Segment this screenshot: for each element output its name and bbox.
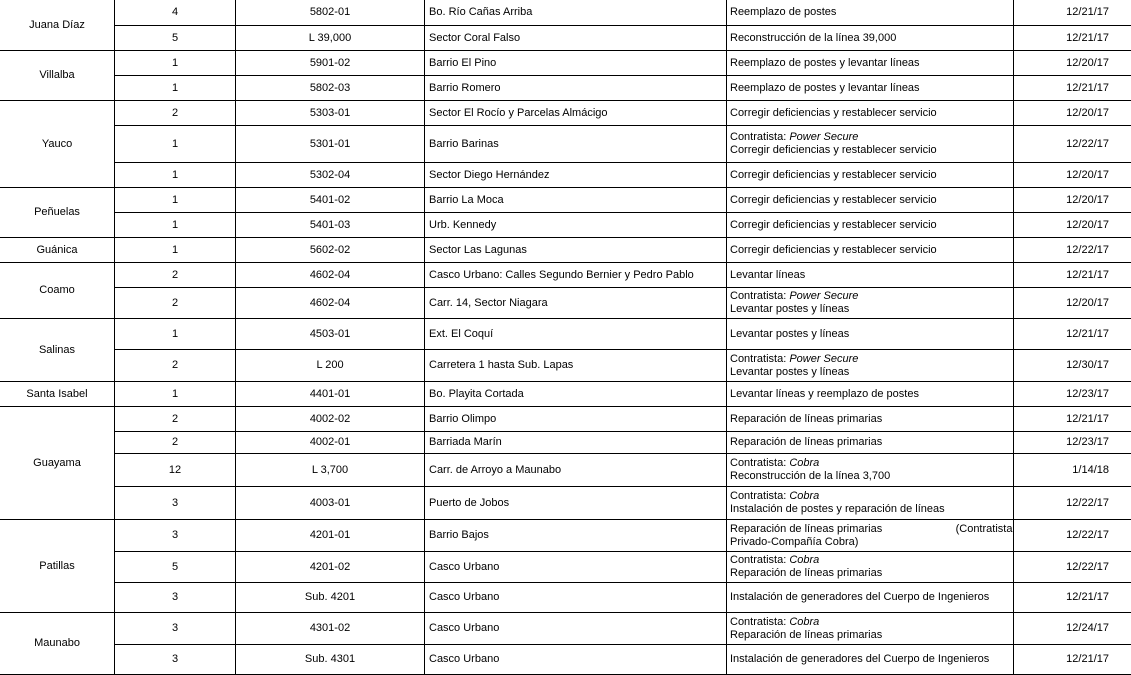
circuito-cell: 4503-01 [236, 319, 425, 350]
brigadas-cell: 3 [115, 583, 236, 613]
circuito-cell: 4201-01 [236, 520, 425, 552]
descripcion-cell [727, 552, 1014, 583]
municipio-cell: Yauco [0, 101, 115, 188]
descripcion-cell [727, 263, 1014, 288]
brigadas-cell: 1 [115, 382, 236, 407]
descripcion-cell [727, 454, 1014, 487]
descripcion-text: Reparación de líneas primarias [730, 412, 883, 425]
area-cell: Casco Urbano: Calles Segundo Bernier y Pedro Pablo [425, 263, 727, 288]
circuito-cell: L 39,000 [236, 26, 425, 51]
contratista-name: Cobra [789, 457, 820, 469]
circuito-cell: 5401-02 [236, 188, 425, 213]
municipio-cell: Salinas [0, 319, 115, 382]
area-cell: Ext. El Coquí [425, 319, 727, 350]
descripcion-cell [727, 163, 1014, 188]
area-cell: Barrio La Moca [425, 188, 727, 213]
fecha-cell: 12/20/17 [1014, 163, 1131, 188]
area-cell: Barrio Romero [425, 76, 727, 101]
fecha-cell: 12/21/17 [1014, 645, 1131, 675]
circuito-cell: 5303-01 [236, 101, 425, 126]
circuito-cell: 5602-02 [236, 238, 425, 263]
descripcion-cell [727, 382, 1014, 407]
brigadas-cell: 5 [115, 552, 236, 583]
contratista-label: Contratista: [730, 554, 787, 566]
area-cell: Casco Urbano [425, 552, 727, 583]
fecha-cell: 12/21/17 [1014, 76, 1131, 101]
table-row [0, 487, 1131, 520]
brigadas-cell: 4 [115, 0, 236, 26]
brigadas-cell: 3 [115, 613, 236, 645]
descripcion-text: Corregir deficiencias y restablecer servicio [730, 243, 937, 256]
table-row [0, 163, 1131, 188]
circuito-cell: 5401-03 [236, 213, 425, 238]
circuito-cell: Sub. 4301 [236, 645, 425, 675]
area-cell: Carr. 14, Sector Niagara [425, 288, 727, 319]
area-cell: Puerto de Jobos [425, 487, 727, 520]
circuito-cell: 5302-04 [236, 163, 425, 188]
municipio-cell: Juana Díaz [0, 0, 115, 51]
fecha-cell: 12/22/17 [1014, 238, 1131, 263]
contratista-name: Power Secure [789, 352, 859, 365]
table-row [0, 263, 1131, 288]
area-cell: Sector Coral Falso [425, 26, 727, 51]
descripcion-text: Reparación de líneas primarias [730, 436, 883, 448]
municipio-cell: Patillas [0, 520, 115, 613]
brigadas-cell: 1 [115, 238, 236, 263]
table-row [0, 319, 1131, 350]
brigadas-cell: 1 [115, 188, 236, 213]
area-cell: Barrio El Pino [425, 51, 727, 76]
circuito-cell: 4301-02 [236, 613, 425, 645]
fecha-cell: 12/22/17 [1014, 552, 1131, 583]
fecha-cell: 12/24/17 [1014, 613, 1131, 645]
table-row [0, 645, 1131, 675]
brigadas-cell: 5 [115, 26, 236, 51]
descripcion-text: Reemplazo de postes [730, 6, 837, 18]
area-cell: Carretera 1 hasta Sub. Lapas [425, 350, 727, 382]
brigadas-cell: 12 [115, 454, 236, 487]
table-row [0, 454, 1131, 487]
fecha-cell: 12/30/17 [1014, 350, 1131, 382]
brigadas-cell: 1 [115, 163, 236, 188]
descripcion-text: Reconstrucción de la línea 3,700 [730, 470, 891, 482]
contratista-line [730, 616, 1010, 629]
descripcion-text: Levantar postes y líneas [730, 327, 850, 340]
fecha-cell: 12/22/17 [1014, 487, 1131, 520]
circuito-cell: L 200 [236, 350, 425, 382]
area-cell: Casco Urbano [425, 645, 727, 675]
descripcion-cell [727, 645, 1014, 675]
descripcion-text: Corregir deficiencias y restablecer servicio [730, 106, 937, 119]
contratista-label: Contratista: [730, 131, 787, 143]
circuito-cell: L 3,700 [236, 454, 425, 487]
descripcion-cell [727, 101, 1014, 126]
fecha-cell: 12/20/17 [1014, 188, 1131, 213]
circuito-cell: Sub. 4201 [236, 583, 425, 613]
contratista-label: Contratista: [730, 615, 787, 628]
descripcion-text: Corregir deficiencias y restablecer servicio [730, 218, 937, 231]
area-cell: Casco Urbano [425, 613, 727, 645]
area-cell: Barrio Olimpo [425, 407, 727, 432]
descripcion-text: Reconstrucción de la línea 39,000 [730, 31, 897, 44]
brigadas-cell: 1 [115, 76, 236, 101]
fecha-cell: 12/23/17 [1014, 382, 1131, 407]
descripcion-cell [727, 583, 1014, 613]
area-cell: Bo. Río Cañas Arriba [425, 0, 727, 26]
area-cell: Urb. Kennedy [425, 213, 727, 238]
contratista-line [730, 490, 1010, 503]
brigadas-cell: 2 [115, 407, 236, 432]
descripcion-text: Reparación de líneas primarias (Contratista [730, 522, 1013, 535]
descripcion-cell [727, 51, 1014, 76]
table-row [0, 288, 1131, 319]
table-row [0, 126, 1131, 163]
table-row [0, 350, 1131, 382]
table-row [0, 76, 1131, 101]
contratista-name: Cobra [789, 615, 820, 628]
circuito-cell: 4602-04 [236, 263, 425, 288]
contratista-label: Contratista: [730, 490, 787, 502]
municipio-cell: Villalba [0, 51, 115, 101]
circuito-cell: 4602-04 [236, 288, 425, 319]
descripcion-cell [727, 213, 1014, 238]
contratista-line [730, 554, 1010, 567]
contratista-line [730, 131, 1010, 144]
fecha-cell: 12/22/17 [1014, 520, 1131, 552]
descripcion-cell [727, 188, 1014, 213]
table-row [0, 583, 1131, 613]
table-row [0, 188, 1131, 213]
fecha-cell: 12/21/17 [1014, 26, 1131, 51]
descripcion-text: Instalación de generadores del Cuerpo de Ingenieros [730, 591, 990, 603]
contratista-label: Contratista: [730, 352, 787, 365]
descripcion-cell [727, 350, 1014, 382]
descripcion-text: Corregir deficiencias y restablecer servicio [730, 144, 937, 156]
descripcion-cell [727, 613, 1014, 645]
descripcion-cell [727, 0, 1014, 26]
contratista-line [730, 457, 1010, 470]
descripcion-cell [727, 319, 1014, 350]
brigadas-cell: 1 [115, 213, 236, 238]
contratista-name: Cobra [789, 554, 820, 566]
area-cell: Casco Urbano [425, 583, 727, 613]
circuito-cell: 5901-02 [236, 51, 425, 76]
descripcion-text: Corregir deficiencias y restablecer servicio [730, 193, 937, 206]
table-row [0, 552, 1131, 583]
brigadas-cell: 1 [115, 126, 236, 163]
fecha-cell: 12/21/17 [1014, 583, 1131, 613]
descripcion-cell [727, 407, 1014, 432]
descripcion-text-2: Privado-Compañía Cobra) [730, 535, 859, 548]
brigadas-cell: 2 [115, 101, 236, 126]
area-cell: Barrio Barinas [425, 126, 727, 163]
contratista-line [730, 290, 1010, 303]
descripcion-text: Reparación de líneas primarias [730, 567, 883, 579]
descripcion-text: Instalación de postes y reparación de líneas [730, 503, 945, 515]
descripcion-text: Levantar líneas [730, 268, 806, 281]
descripcion-cell [727, 76, 1014, 101]
table-row [0, 238, 1131, 263]
descripcion-text: Levantar postes y líneas [730, 365, 850, 378]
fecha-cell: 12/23/17 [1014, 432, 1131, 454]
brigadas-cell: 2 [115, 350, 236, 382]
brigadas-cell: 2 [115, 263, 236, 288]
descripcion-text: Levantar postes y líneas [730, 303, 850, 315]
circuito-cell: 4201-02 [236, 552, 425, 583]
area-cell: Carr. de Arroyo a Maunabo [425, 454, 727, 487]
descripcion-cell [727, 520, 1014, 552]
table-row [0, 213, 1131, 238]
area-cell: Sector Las Lagunas [425, 238, 727, 263]
fecha-cell: 12/20/17 [1014, 51, 1131, 76]
circuito-cell: 5802-01 [236, 0, 425, 26]
table-row [0, 432, 1131, 454]
contratista-label: Contratista: [730, 457, 787, 469]
circuito-cell: 5802-03 [236, 76, 425, 101]
descripcion-cell [727, 487, 1014, 520]
table-row [0, 26, 1131, 51]
fecha-cell: 12/21/17 [1014, 0, 1131, 26]
circuito-cell: 4002-02 [236, 407, 425, 432]
descripcion-cell [727, 238, 1014, 263]
table-row [0, 51, 1131, 76]
descripcion-text: Reemplazo de postes y levantar líneas [730, 81, 920, 94]
descripcion-text: Instalación de generadores del Cuerpo de Ingenieros [730, 653, 990, 665]
area-cell: Sector Diego Hernández [425, 163, 727, 188]
fecha-cell: 12/20/17 [1014, 101, 1131, 126]
fecha-cell: 12/21/17 [1014, 407, 1131, 432]
descripcion-text: Levantar líneas y reemplazo de postes [730, 387, 919, 400]
municipio-cell: Santa Isabel [0, 382, 115, 407]
descripcion-cell [727, 126, 1014, 163]
brigadas-cell: 1 [115, 319, 236, 350]
table-row [0, 613, 1131, 645]
municipio-cell: Maunabo [0, 613, 115, 675]
contratista-label: Contratista: [730, 290, 787, 302]
brigadas-cell: 1 [115, 51, 236, 76]
brigadas-cell: 2 [115, 288, 236, 319]
fecha-cell: 12/20/17 [1014, 288, 1131, 319]
circuito-cell: 4002-01 [236, 432, 425, 454]
table-row [0, 382, 1131, 407]
descripcion-text: Reemplazo de postes y levantar líneas [730, 56, 920, 69]
municipio-cell: Guánica [0, 238, 115, 263]
circuito-cell: 4003-01 [236, 487, 425, 520]
brigadas-cell: 2 [115, 432, 236, 454]
descripcion-cell [727, 288, 1014, 319]
descripcion-text: Corregir deficiencias y restablecer servicio [730, 168, 937, 181]
contratista-name: Power Secure [789, 131, 859, 143]
fecha-cell: 1/14/18 [1014, 454, 1131, 487]
municipio-cell: Coamo [0, 263, 115, 319]
brigadas-cell: 3 [115, 645, 236, 675]
municipio-cell: Guayama [0, 407, 115, 520]
contratista-name: Cobra [789, 490, 820, 502]
descripcion-text: Reparación de líneas primarias [730, 628, 883, 641]
descripcion-cell [727, 432, 1014, 454]
area-cell: Barriada Marín [425, 432, 727, 454]
table-row [0, 520, 1131, 552]
circuito-cell: 5301-01 [236, 126, 425, 163]
brigadas-cell: 3 [115, 487, 236, 520]
table-row [0, 407, 1131, 432]
fecha-cell: 12/21/17 [1014, 263, 1131, 288]
area-cell: Sector El Rocío y Parcelas Almácigo [425, 101, 727, 126]
contratista-name: Power Secure [789, 290, 859, 302]
fecha-cell: 12/21/17 [1014, 319, 1131, 350]
fecha-cell: 12/22/17 [1014, 126, 1131, 163]
contratista-line [730, 353, 1010, 366]
municipio-cell: Peñuelas [0, 188, 115, 238]
brigadas-cell: 3 [115, 520, 236, 552]
area-cell: Barrio Bajos [425, 520, 727, 552]
fecha-cell: 12/20/17 [1014, 213, 1131, 238]
table-row [0, 101, 1131, 126]
descripcion-cell [727, 26, 1014, 51]
circuito-cell: 4401-01 [236, 382, 425, 407]
table-row [0, 0, 1131, 26]
area-cell: Bo. Playita Cortada [425, 382, 727, 407]
